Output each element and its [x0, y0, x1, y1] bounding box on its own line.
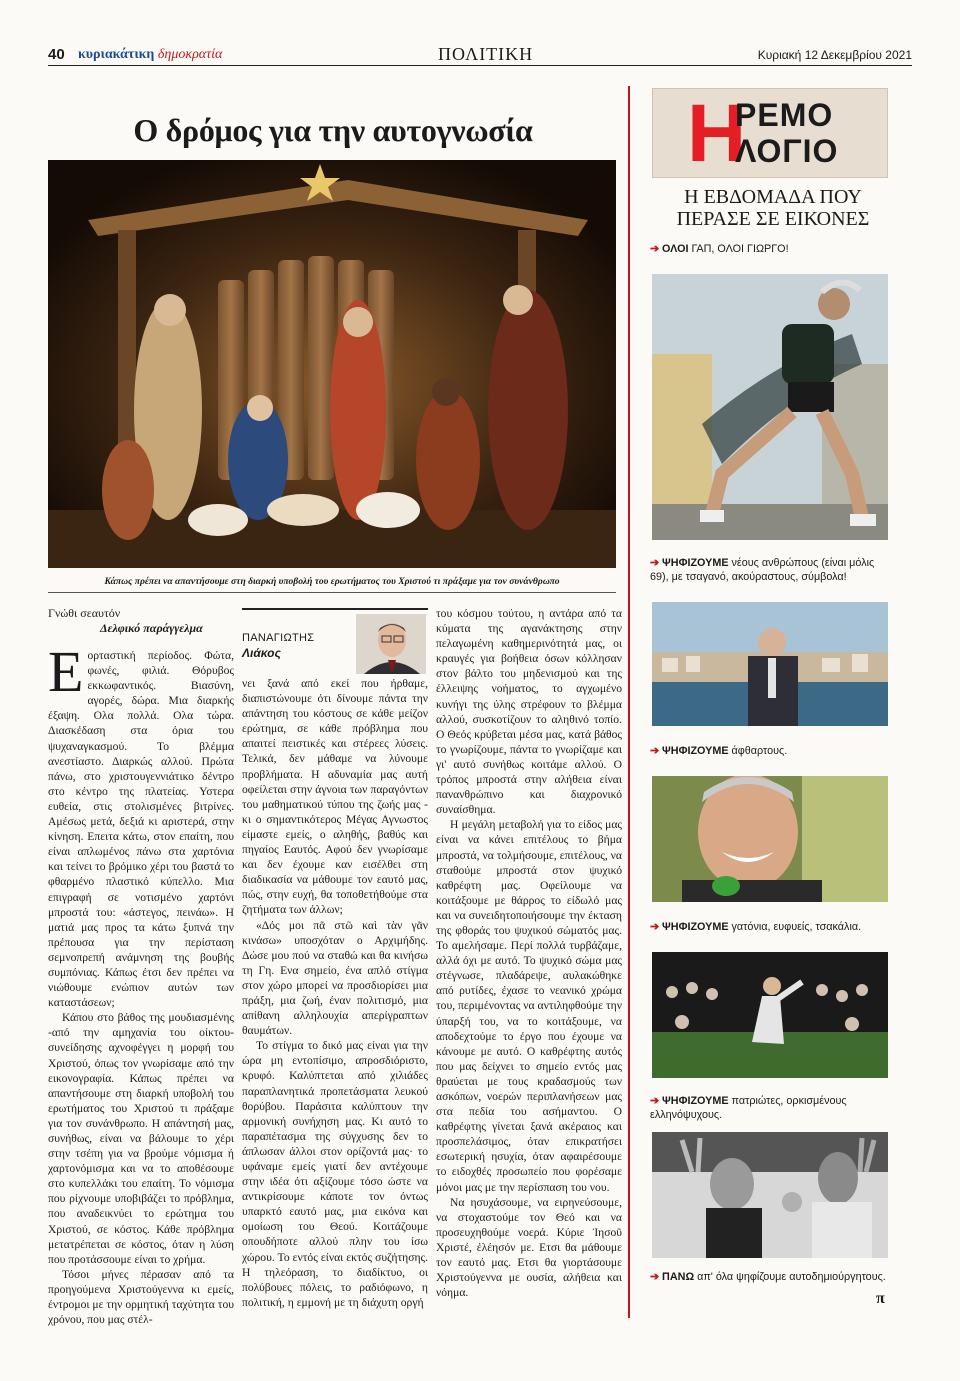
sidebar-title-line-1: Η ΕΒΔΟΜΑΔΑ ΠΟΥ — [684, 186, 862, 208]
arrow-icon: ➔ — [650, 745, 660, 757]
item-bold: ΨΗΦΙΖΟΥΜΕ — [662, 1095, 729, 1107]
caption-divider — [48, 592, 616, 593]
item-text: γατόνια, ευφυείς, τσακάλια. — [728, 921, 862, 933]
article-paragraph: Να ησυχάσουμε, να ειρηνεύσουμε, να στοχαστούμε τον Θεό και να προσευχηθούμε νοερά. Κύριε Ἰησοῦ Χριστέ, ἐλέησόν με. Ετσι θα μάθουμε τον εαυτό μας. Ετσι θα γιορτάσουμε Χριστούγεννα με ουσία, αλήθεια και νόημα. — [436, 1195, 622, 1300]
arrow-icon: ➔ — [650, 1095, 660, 1107]
runner-photo — [652, 274, 888, 540]
arrow-icon: ➔ — [650, 243, 660, 255]
drop-cap: Ε — [48, 639, 84, 704]
author-photo — [356, 614, 426, 674]
logo-line-1: ΡΕΜΟ — [735, 97, 834, 133]
item-text: πατριώτες, ορκισμένους ελληνόψυχους. — [650, 1095, 847, 1121]
epigraph-quote: Γνώθι σεαυτόν — [48, 606, 121, 620]
sidebar-item — [650, 556, 890, 584]
arrow-icon: ➔ — [650, 557, 660, 569]
article-column-3 — [436, 606, 622, 1300]
victory-sign-photo — [652, 1132, 888, 1258]
harbor-speech-photo — [652, 602, 888, 726]
paper-name-2: δημοκρατία — [157, 47, 223, 62]
epigraph-source: Δελφικό παράγγελμα — [100, 621, 203, 635]
item-bold: ΠΑΝΩ — [662, 1271, 695, 1283]
article-headline: Ο δρόμος για την αυτογνωσία — [133, 112, 533, 148]
author-first-name: ΠΑΝΑΓΙΩΤΗΣ — [242, 632, 315, 644]
article-column-2 — [242, 676, 428, 1310]
article-paragraph: «Δός μοι πᾶ στῶ καὶ τὰν γᾶν κινάσω» υποσχόταν ο Αρχιμήδης. Δώσε μου πού να σταθώ και θα κινήσω τη Γη. Ενα σημείο, ένα απλό στίγμα στον χώρο μπορεί να προσδιορίσει μια πράξη, μια ζωή, έναν πολιτισμό, μια απίθανη αλληλουχία απερίγραπτων θαυμάτων. — [242, 918, 428, 1038]
logo-line-2: ΛΟΓΙΟ — [735, 133, 839, 169]
item-text: απ' όλα ψηφίζουμε αυτοδημιούργητους. — [694, 1271, 886, 1283]
sidebar-item — [650, 920, 890, 934]
item-text: άφθαρτους. — [728, 745, 788, 757]
item-bold: ΨΗΦΙΖΟΥΜΕ — [662, 557, 729, 569]
page-number: 40 — [48, 46, 65, 63]
sidebar-item — [650, 1270, 890, 1284]
remologio-logo — [652, 88, 888, 178]
paragraph-text: ορταστική περίοδος. Φώτα, φωνές, φιλιά. Θόρυβος εκκωφαντικός. Βιασύνη, αγορές, δώρα. Μια διαρκής έξαψη. Ολα πολλά. Ολα τώρα. Διασκέδαση στα όρια του ψυχαναγκασμού. Το βλέμμα ανεστίαστο. Διαρκώς αλλού. Πρώτα πάνω, στο χριστουγεννιάτικο δέντρο στο κέντρο της πλατείας. Υστερα ευθεία, στις στολισμένες βιτρίνες. Αμέσως μετά, δεξιά κι αριστερά, στην κίνηση. Επειτα κάτω, στον επαίτη, που είναι απλωμένος πάνω στα χαρτόνια και τείνει το βρόμικο χέρι του βαστά το φθαρμένο πλαστικό κύπελλο. Μια επιγραφή σε νοτισμένο χαρτόνι μπροστά του: «άστεγος, πεινάω». Η ματιά μας προς τα κάτω ξυπνά την πρέπουσα για την περίσταση σεμνοπρεπή ανάμνηση της βουβής συμπόνιας. Κάπως έτσι δεν πρέπει να νιώθουμε ενώπιον αυτών των καταστάσεων; — [48, 649, 234, 1010]
sidebar-item — [650, 1094, 890, 1122]
article-paragraph: Κάπου στο βάθος της μουδιασμένης -από την αμηχανία του οίκτου- συνείδησης αχνοφέγγει η μορφή του Χριστού, όπως τον γνωρίσαμε από την εικονογραφία. Κάπως πρέπει να απαντήσουμε στη διαρκή υποβολή του ερωτήματος του Χριστού τι πράξαμε για τον συνάνθρωπο. Η απάντησή μας, συνήθως, είναι να βάλουμε το χέρι στην τσέπη για να βρούμε νόμισμα ή χαρτονόμισμα και να το αποθέσουμε στο κυπελλάκι του επαίτη. Το νόμισμα που ρίχνουμε υποβιβάζει το πρόβλημα, που αναδεικνύει το ερώτημα του Χριστού, σε κόστος. Κάθε πρόβλημα μετατρέπεται σε κόστος, όταν η λύση που προτάσσουμε είναι το χρήμα. — [48, 1011, 234, 1266]
logo-letter-h: Η — [687, 88, 747, 179]
article-column-1 — [48, 639, 234, 1327]
article-paragraph: του κόσμου τούτου, η αντάρα από τα κύματα της αγανάκτησης στην πελαγωμένη καθημερινότητά μας, οι κραυγές για βοήθεια όσων κόλλησαν στον βάλτο του μηδενισμού και της έλλειψης νοήματος, το αγχωμένο κυνήγι της ύλης στρέφουν το βλέμμα αλλού, συσκοτίζουν το αληθινό τοπίο. Ο Θεός κρύβεται μέσα μας, κατά βάθος το γνωρίζουμε, πάντα το γνωρίζαμε και γι' αυτό συνήθως κοιτάμε αλλού. Ο τρόπος μπροστά στην αλήθεια είναι πανανθρώπινο και διαχρονικό συναίσθημα. — [436, 607, 622, 817]
article-paragraph: Τόσοι μήνες πέρασαν από τα προηγούμενα Χριστούγεννα κι εμείς, έντρομοι με την ορμητική ταχύτητα του χρόνου, που μας στέλ- — [48, 1267, 234, 1327]
section-title: ΠΟΛΙΤΙΚΗ — [438, 44, 534, 64]
issue-date: Κυριακή 12 Δεκεμβρίου 2021 — [757, 48, 912, 62]
sidebar-item — [650, 242, 886, 256]
article-paragraph — [48, 639, 234, 1010]
author-byline — [242, 608, 428, 672]
photo-caption: Κάπως πρέπει να απαντήσουμε στη διαρκή υποβολή του ερωτήματος του Χριστού τι πράξαμε για τον συνάνθρωπο — [104, 576, 560, 587]
sidebar-title — [630, 186, 916, 230]
item-text: νέους ανθρώπους (είναι μόλις 69), με τσαγανό, ακούραστους, σύμβολα! — [650, 557, 875, 583]
sidebar-remologio — [628, 86, 914, 1318]
item-bold: ΨΗΦΙΖΟΥΜΕ — [662, 745, 729, 757]
item-bold: ΟΛΟΙ — [662, 243, 689, 255]
paper-name — [78, 47, 222, 63]
article-paragraph: νει ξανά από εκεί που ήρθαμε, διαπιστώνουμε ότι δίνουμε πάντα την απάντηση του κόστους σε κάθε μείζον ερώτημα, σε κάθε πρόβλημα που απαιτεί πειστικές και στέρεες λύσεις. Τελικά, δεν μάθαμε να λύνουμε προβλήματα. Η αδυναμία μας αυτή οφείλεται στην άγνοια των παραγόντων του μαθηματικού τύπου της ζωής μας - κι ο σημαντικότερος Μέγας Αγνωστος είμαστε εμείς, ο αληθής, βαθύς και πηγαίος Εαυτός. Αφού δεν γνωρίσαμε και δεν έχουμε καν εισέλθει στη διαδικασία να μάθουμε τον εαυτό μας, πώς, στην ευχή, θα τοποθετήθούμε στα ζητήματα των άλλων; — [242, 677, 428, 917]
arrow-icon: ➔ — [650, 1271, 660, 1283]
article-paragraph: Το στίγμα το δικό μας είναι για την ώρα μη εντοπίσιμο, απροσδιόριστο, κρυφό. Καλύπτεται από χιλιάδες παραπλανητικά προπετάσματα λευκού θορύβου. Παράσιτα καλύπτουν την αρμονική συνήχηση μας. Κι αυτό το παραπέτασμα της σύγχυσης δεν το άπλωσαν άλλοι στον ορίζοντά μας· το υφάναμε εμείς γιατί δεν αντέχουμε στην ιδέα ότι αξίζουμε τόσο ώστε να αντικρίσουμε κάποτε τον όντως υπαρκτό εαυτό μας, μια εικόνα και ομοίωση του Θεού. Κοιτάζουμε οπουδήποτε αλλού πλην του ίσω χώρου. Το εντός είναι εκτός συζήτησης. Η τηλεόραση, το διαδίκτυο, οι πολύβουες πόλεις, το ραδιόφωνο, η πολιτική, η εμμονή με τη διάχυτη οργή — [242, 1039, 428, 1309]
page-header — [48, 44, 912, 66]
article-paragraph: Η μεγάλη μεταβολή για το είδος μας είναι να κάνει επιτέλους το βήμα μπροστά, να τολμήσουμε, επιτέλους, να σταθούμε μπροστά στον ψυχικό καθρέφτη μας. Οφείλουμε να κοιτάξουμε με θάρρος το είδωλό μας και να συνειδητοποιήσουμε την έκταση της φθοράς του ψυχικού σώματός μας. Το αμελήσαμε. Περί πολλά τυρβάζαμε, αλλά όχι με αυτό. Το ψυχικό σώμα μας στέγνωσε, πλαδάρεψε, αυλακώθηκε από ρυτίδες, έχασε το νεανικό χρώμα του, περιμένοντας να αντιληφθούμε την ύπαρξή του, να το κοιτάξουμε, να αποδεχτούμε το έργο που έχουμε να κάνουμε με αυτό. Ο καθρέφτης αυτός που μας δείχνει το σημείο εντός μας θραύεται με τους κραδασμούς των ασκόπων, νοερών περιπλανήσεων μας στα πεδία του ασήμαντου. Ο καθρέφτης γίνεται ξανά ακέραιος και προσπελάσιμος, όταν επικρατήσει εσωτερική ησυχία, όταν αφαιρέσουμε το ειδοχθές προσωπείο που φορέσαμε μόνοι μας με την περίσπαση του νου. — [436, 818, 622, 1194]
paper-name-1: κυριακάτικη — [78, 47, 155, 62]
author-last-name: Λιάκος — [242, 646, 281, 660]
laughing-politician-photo — [652, 776, 888, 902]
dancing-crowd-photo — [652, 952, 888, 1078]
arrow-icon: ➔ — [650, 921, 660, 933]
nativity-scene-illustration — [48, 160, 616, 568]
sidebar-item — [650, 744, 890, 758]
item-bold: ΨΗΦΙΖΟΥΜΕ — [662, 921, 729, 933]
item-text: ΓΑΠ, ΟΛΟΙ ΓΙΩΡΓΟ! — [688, 243, 789, 255]
sidebar-title-line-2: ΠΕΡΑΣΕ ΣΕ ΕΙΚΟΝΕΣ — [676, 208, 870, 230]
end-mark: π — [876, 1290, 885, 1307]
nativity-photo — [48, 160, 616, 568]
